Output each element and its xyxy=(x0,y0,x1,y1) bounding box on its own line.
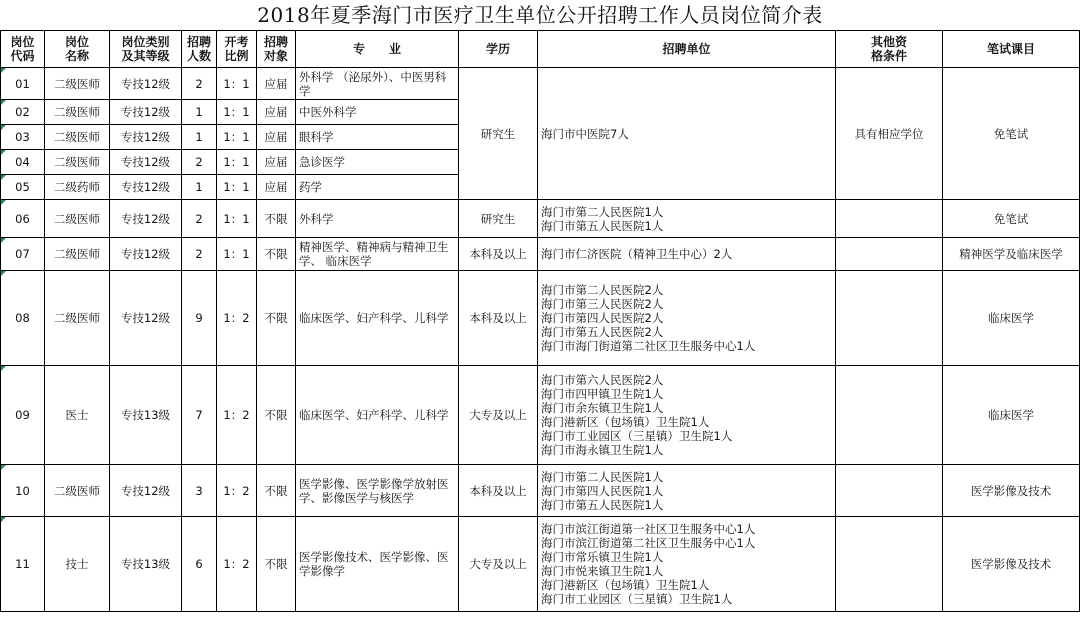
table-row xyxy=(1,465,1080,517)
row-name: 二级药师 xyxy=(45,175,110,200)
table-row xyxy=(1,200,1080,238)
group-other: 具有相应学位 xyxy=(836,68,943,200)
unit-line: 海门市滨江街道第二社区卫生服务中心1人 xyxy=(541,536,756,550)
group-edu: 研究生 xyxy=(459,68,538,200)
row-count: 2 xyxy=(182,68,217,100)
unit-line: 海门市第四人民医院2人 xyxy=(541,311,664,325)
positions-table xyxy=(0,30,1080,612)
row-target: 不限 xyxy=(257,366,296,465)
row-exam: 精神医学及临床医学 xyxy=(943,238,1080,271)
row-name: 二级医师 xyxy=(45,238,110,271)
row-ratio: 1：2 xyxy=(217,366,257,465)
unit-line: 海门市第二人民医院1人 xyxy=(541,204,664,219)
col-target: 招聘 对象 xyxy=(257,31,296,68)
unit-line: 海门市四甲镇卫生院1人 xyxy=(541,387,664,401)
row-target: 不限 xyxy=(257,238,296,271)
col-count: 招聘 人数 xyxy=(182,31,217,68)
table-row xyxy=(1,238,1080,271)
row-code: 06 xyxy=(1,200,45,238)
unit-line: 海门市滨江街道第一社区卫生服务中心1人 xyxy=(541,522,756,536)
row-code: 09 xyxy=(1,366,45,465)
row-code: 07 xyxy=(1,238,45,271)
row-ratio: 1：1 xyxy=(217,200,257,238)
col-unit: 招聘单位 xyxy=(538,31,836,68)
group-exam: 免笔试 xyxy=(943,68,1080,200)
unit-line: 海门市常乐镇卫生院1人 xyxy=(541,550,664,564)
row-edu: 大专及以上 xyxy=(459,517,538,612)
row-count: 1 xyxy=(182,100,217,125)
row-units xyxy=(538,517,836,612)
row-ratio: 1：2 xyxy=(217,517,257,612)
row-name: 医士 xyxy=(45,366,110,465)
row-major: 外科学 （泌尿外）、中医男科学 xyxy=(296,68,459,100)
row-name: 二级医师 xyxy=(45,465,110,517)
unit-line: 海门市余东镇卫生院1人 xyxy=(541,401,664,415)
unit-line: 海门市工业园区（三星镇）卫生院1人 xyxy=(541,592,733,606)
row-category: 专技12级 xyxy=(110,238,182,271)
row-name: 二级医师 xyxy=(45,125,110,150)
row-units xyxy=(538,238,836,271)
row-exam: 临床医学 xyxy=(943,271,1080,366)
unit-line: 海门市第三人民医院2人 xyxy=(541,297,664,311)
row-category: 专技12级 xyxy=(110,100,182,125)
col-edu: 学历 xyxy=(459,31,538,68)
unit-line: 海门市海永镇卫生院1人 xyxy=(541,443,664,457)
row-code: 08 xyxy=(1,271,45,366)
col-other: 其他资 格条件 xyxy=(836,31,943,68)
col-code: 岗位 代码 xyxy=(1,31,45,68)
row-code: 03 xyxy=(1,125,45,150)
row-target: 应届 xyxy=(257,150,296,175)
row-ratio: 1：2 xyxy=(217,465,257,517)
row-major: 药学 xyxy=(296,175,459,200)
row-target: 应届 xyxy=(257,125,296,150)
unit-line: 海门市第二人民医院1人 xyxy=(541,469,664,484)
unit-line: 海门市第五人民医院1人 xyxy=(541,497,664,512)
row-name: 二级医师 xyxy=(45,100,110,125)
row-ratio: 1：1 xyxy=(217,150,257,175)
row-target: 应届 xyxy=(257,68,296,100)
row-ratio: 1：1 xyxy=(217,68,257,100)
unit-line: 海门市第二人民医院2人 xyxy=(541,283,664,297)
unit-line: 海门市第五人民医院1人 xyxy=(541,218,664,233)
col-name: 岗位 名称 xyxy=(45,31,110,68)
row-edu: 本科及以上 xyxy=(459,465,538,517)
table-row xyxy=(1,366,1080,465)
row-ratio: 1：2 xyxy=(217,271,257,366)
row-code: 01 xyxy=(1,68,45,100)
row-ratio: 1：1 xyxy=(217,125,257,150)
row-ratio: 1：1 xyxy=(217,175,257,200)
row-count: 1 xyxy=(182,175,217,200)
row-exam: 医学影像及技术 xyxy=(943,517,1080,612)
unit-line: 海门市仁济医院（精神卫生中心）2人 xyxy=(541,247,733,261)
row-exam: 免笔试 xyxy=(943,200,1080,238)
row-edu: 本科及以上 xyxy=(459,271,538,366)
group-unit: 海门市中医院7人 xyxy=(538,68,836,200)
unit-line: 海门市第六人民医院2人 xyxy=(541,373,664,387)
row-ratio: 1：1 xyxy=(217,238,257,271)
row-other xyxy=(836,200,943,238)
row-count: 7 xyxy=(182,366,217,465)
row-target: 不限 xyxy=(257,200,296,238)
row-major: 外科学 xyxy=(296,200,459,238)
row-exam: 临床医学 xyxy=(943,366,1080,465)
row-category: 专技12级 xyxy=(110,125,182,150)
row-name: 技士 xyxy=(45,517,110,612)
row-category: 专技12级 xyxy=(110,175,182,200)
row-units xyxy=(538,465,836,517)
row-major: 中医外科学 xyxy=(296,100,459,125)
row-target: 不限 xyxy=(257,271,296,366)
row-category: 专技12级 xyxy=(110,271,182,366)
row-exam: 医学影像及技术 xyxy=(943,465,1080,517)
row-major: 医学影像、医学影像学放射医学、影像医学与核医学 xyxy=(296,465,459,517)
row-category: 专技12级 xyxy=(110,68,182,100)
row-edu: 大专及以上 xyxy=(459,366,538,465)
row-count: 2 xyxy=(182,200,217,238)
unit-line: 海门市海门街道第二社区卫生服务中心1人 xyxy=(541,339,756,353)
unit-line: 海门市工业园区（三星镇）卫生院1人 xyxy=(541,429,733,443)
row-count: 6 xyxy=(182,517,217,612)
row-major: 医学影像技术、医学影像、医学影像学 xyxy=(296,517,459,612)
col-exam: 笔试课目 xyxy=(943,31,1080,68)
table-row xyxy=(1,517,1080,612)
row-count: 2 xyxy=(182,150,217,175)
row-major: 临床医学、妇产科学、儿科学 xyxy=(296,366,459,465)
header-row xyxy=(1,31,1080,68)
unit-line: 海门市悦来镇卫生院1人 xyxy=(541,564,664,578)
row-other xyxy=(836,517,943,612)
row-category: 专技13级 xyxy=(110,517,182,612)
row-count: 1 xyxy=(182,125,217,150)
row-code: 02 xyxy=(1,100,45,125)
row-count: 9 xyxy=(182,271,217,366)
row-edu: 本科及以上 xyxy=(459,238,538,271)
row-target: 应届 xyxy=(257,175,296,200)
row-target: 应届 xyxy=(257,100,296,125)
row-ratio: 1：1 xyxy=(217,100,257,125)
row-code: 10 xyxy=(1,465,45,517)
row-name: 二级医师 xyxy=(45,271,110,366)
page-title: 2018年夏季海门市医疗卫生单位公开招聘工作人员岗位简介表 xyxy=(257,3,823,27)
row-other xyxy=(836,465,943,517)
row-category: 专技12级 xyxy=(110,465,182,517)
row-other xyxy=(836,238,943,271)
row-major: 急诊医学 xyxy=(296,150,459,175)
col-category: 岗位类别 及其等级 xyxy=(110,31,182,68)
row-category: 专技12级 xyxy=(110,200,182,238)
row-units xyxy=(538,200,836,238)
row-other xyxy=(836,271,943,366)
row-units xyxy=(538,271,836,366)
row-code: 04 xyxy=(1,150,45,175)
row-name: 二级医师 xyxy=(45,68,110,100)
row-code: 11 xyxy=(1,517,45,612)
table-row xyxy=(1,271,1080,366)
row-count: 2 xyxy=(182,238,217,271)
row-category: 专技13级 xyxy=(110,366,182,465)
row-major: 精神医学、精神病与精神卫生学、 临床医学 xyxy=(296,238,459,271)
row-major: 眼科学 xyxy=(296,125,459,150)
unit-line: 海门港新区（包场镇）卫生院1人 xyxy=(541,415,710,429)
row-name: 二级医师 xyxy=(45,150,110,175)
unit-line: 海门市第五人民医院2人 xyxy=(541,325,664,339)
row-name: 二级医师 xyxy=(45,200,110,238)
unit-line: 海门港新区（包场镇）卫生院1人 xyxy=(541,578,710,592)
row-count: 3 xyxy=(182,465,217,517)
table-row xyxy=(1,68,1080,100)
row-units xyxy=(538,366,836,465)
col-major: 专 业 xyxy=(296,31,459,68)
row-target: 不限 xyxy=(257,465,296,517)
row-code: 05 xyxy=(1,175,45,200)
row-edu: 研究生 xyxy=(459,200,538,238)
row-major: 临床医学、妇产科学、儿科学 xyxy=(296,271,459,366)
unit-line: 海门市第四人民医院1人 xyxy=(541,483,664,498)
col-ratio: 开考 比例 xyxy=(217,31,257,68)
row-target: 不限 xyxy=(257,517,296,612)
row-category: 专技12级 xyxy=(110,150,182,175)
row-other xyxy=(836,366,943,465)
